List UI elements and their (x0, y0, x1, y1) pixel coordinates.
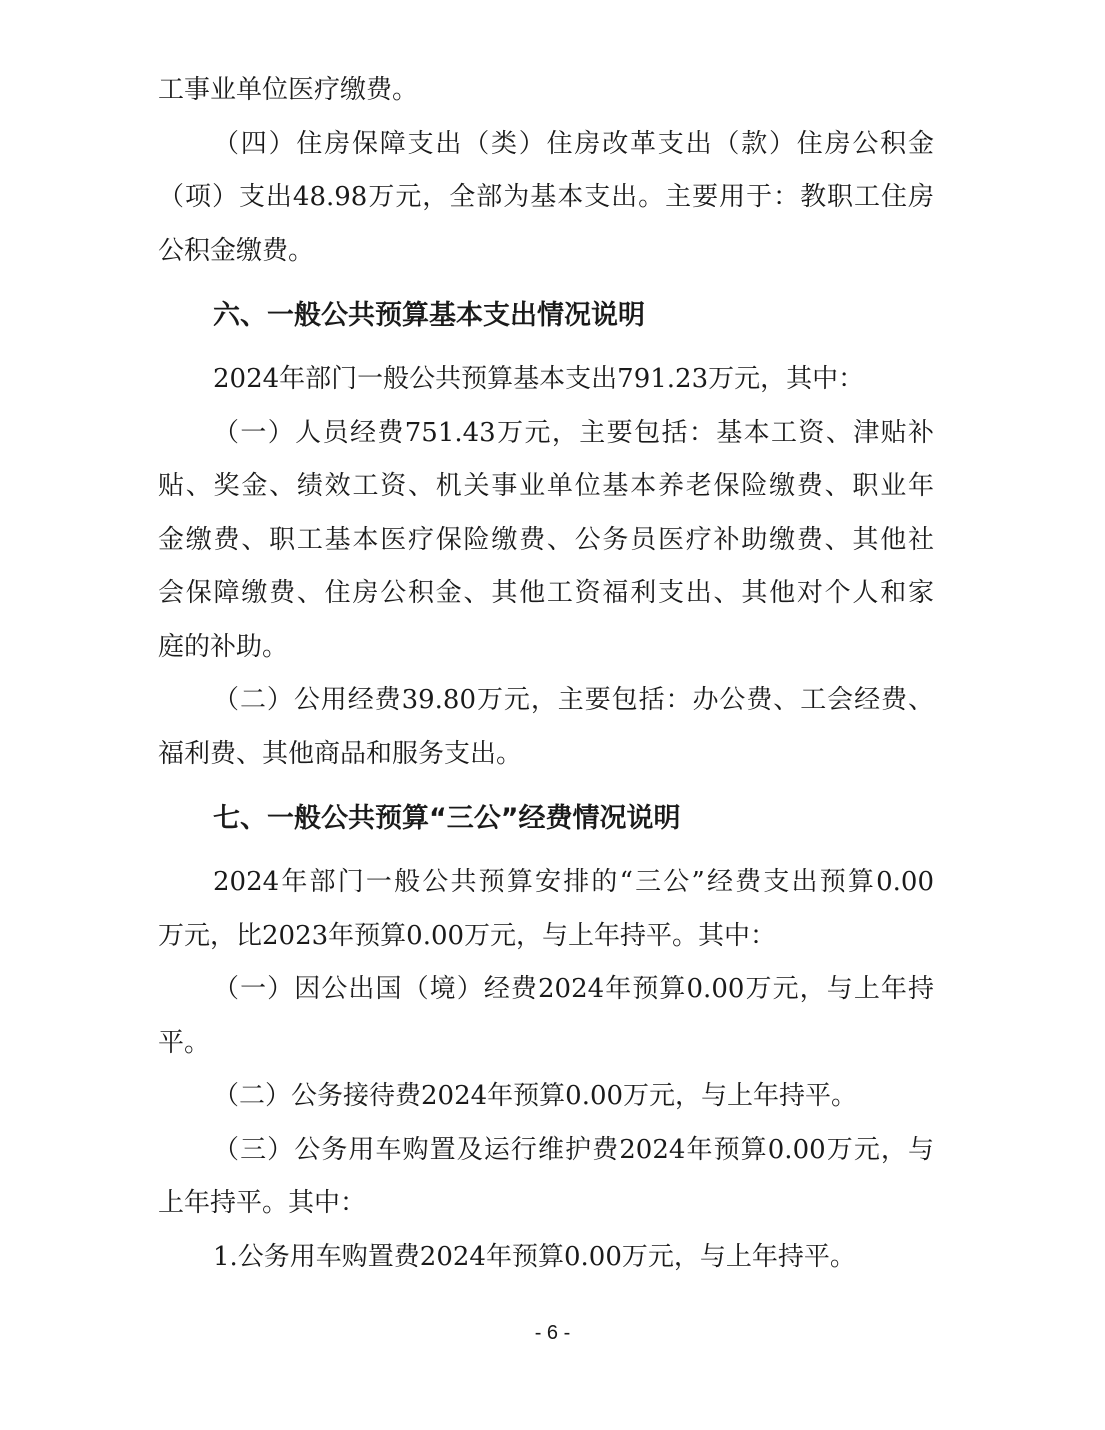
text-line: （一）因公出国（境）经费2024年预算0.00万元，与上年持 (213, 974, 934, 1004)
paragraph (158, 856, 934, 963)
text-line: 万元，比2023年预算0.00万元，与上年持平。其中： (158, 920, 777, 951)
text-line: （二）公务接待费2024年预算0.00万元，与上年持平。 (213, 1081, 858, 1111)
text-line: 金缴费、职工基本医疗保险缴费、公务员医疗补助缴费、其他社 (158, 524, 934, 555)
text-line: 上年持平。其中： (158, 1188, 367, 1218)
text-line: （二）公用经费39.80万元，主要包括：办公费、工会经费、 (213, 685, 934, 715)
text-line: 会保障缴费、住房公积金、其他工资福利支出、其他对个人和家 (158, 578, 934, 608)
text-line: 2024年部门一般公共预算基本支出791.23万元，其中： (213, 364, 865, 394)
text-line: 工事业单位医疗缴费。 (158, 75, 419, 105)
text-line: 1.公务用车购置费2024年预算0.00万元，与上年持平。 (213, 1241, 856, 1272)
text-line: 2024年部门一般公共预算安排的“三公”经费支出预算0.00 (213, 867, 934, 897)
text-line: 平。 (158, 1027, 211, 1058)
text-line: （项）支出48.98万元，全部为基本支出。主要用于：教职工住房 (158, 182, 934, 212)
text-line: 庭的补助。 (158, 631, 289, 662)
paragraph (158, 1124, 934, 1231)
paragraph (158, 1070, 934, 1124)
text-line: （一）人员经费751.43万元，主要包括：基本工资、津贴补 (213, 417, 934, 448)
paragraph (158, 64, 934, 118)
paragraph (158, 674, 934, 781)
document-body (158, 64, 934, 1284)
paragraph (158, 963, 934, 1070)
page-number: - 6 - (534, 1322, 571, 1344)
paragraph (158, 118, 934, 279)
section-heading: 六、一般公共预算基本支出情况说明 (213, 300, 645, 331)
text-line: （四）住房保障支出（类）住房改革支出（款）住房公积金 (213, 128, 934, 159)
text-line: （三）公务用车购置及运行维护费2024年预算0.00万元，与 (213, 1134, 934, 1165)
paragraph (158, 1231, 934, 1285)
section-heading: 七、一般公共预算“三公”经费情况说明 (213, 803, 681, 834)
text-line: 公积金缴费。 (158, 235, 315, 266)
text-line: 贴、奖金、绩效工资、机关事业单位基本养老保险缴费、职业年 (158, 471, 934, 501)
paragraph (158, 353, 934, 407)
text-line: 福利费、其他商品和服务支出。 (158, 738, 523, 769)
paragraph (158, 407, 934, 675)
